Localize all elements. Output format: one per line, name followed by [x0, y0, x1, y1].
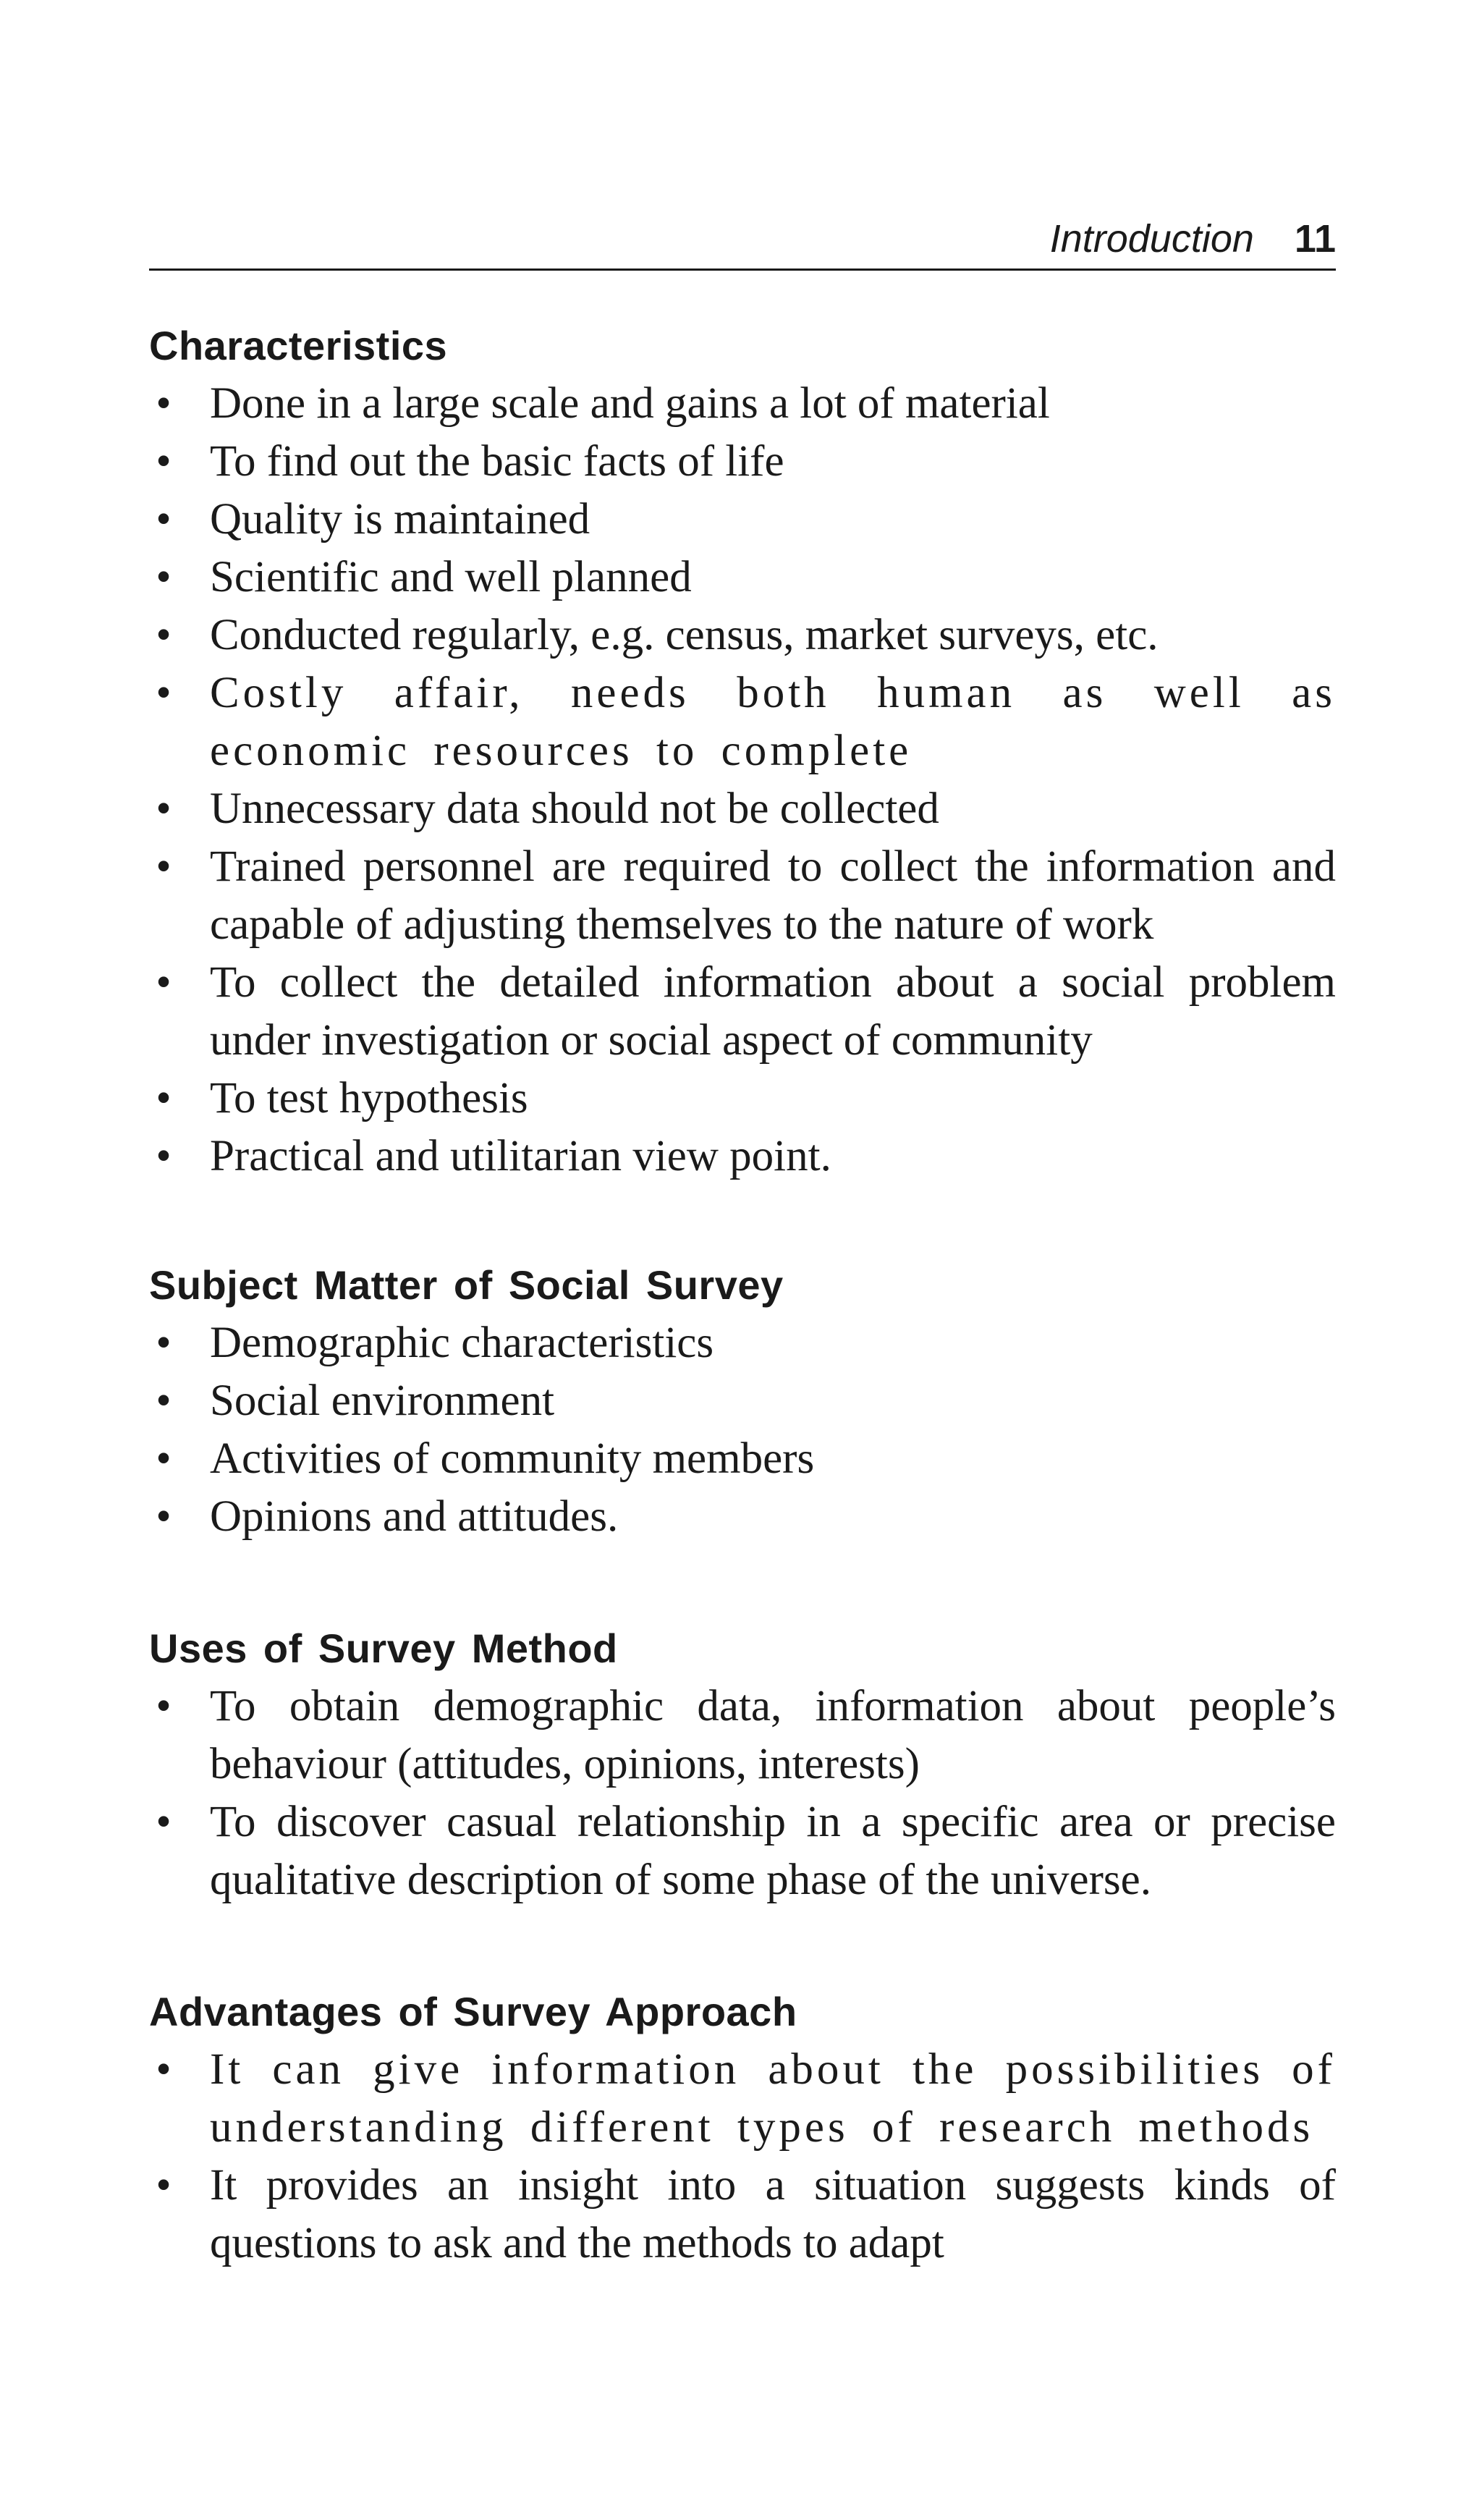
list-item: • To collect the detailed information about a social problem under investigation or social aspect of community	[149, 954, 1336, 1070]
bullet-icon: •	[156, 842, 172, 891]
bullet-icon: •	[156, 669, 172, 717]
bullet-icon: •	[156, 785, 172, 833]
bullet-icon: •	[156, 379, 172, 428]
list-item: • Social environment	[149, 1372, 1336, 1430]
list-item: • To test hypothesis	[149, 1070, 1336, 1128]
section-characteristics	[149, 317, 1336, 1185]
bullet-icon: •	[156, 1377, 172, 1425]
list-item: • It provides an insight into a situation suggests kinds of questions to ask and the methods to adapt	[149, 2157, 1336, 2272]
bullet-icon: •	[156, 1492, 172, 1541]
list-item: • To obtain demographic data, information about people’s behaviour (attitudes, opinions, interests)	[149, 1678, 1336, 1793]
list-item: • To discover casual relationship in a specific area or precise qualitative description of some phase of the universe.	[149, 1793, 1336, 1909]
list-item: • Done in a large scale and gains a lot of material	[149, 375, 1336, 433]
running-title: Introduction	[1049, 217, 1254, 261]
list-item: • Costly affair, needs both human as well as economic resources to complete	[149, 664, 1336, 780]
bullet-icon: •	[156, 2045, 172, 2094]
bullet-list	[149, 1678, 1336, 1909]
section-advantages	[149, 1983, 1336, 2272]
section-uses	[149, 1620, 1336, 1909]
list-item: • Unnecessary data should not be collected	[149, 780, 1336, 838]
section-heading: Characteristics	[149, 323, 448, 368]
list-item: • Quality is maintained	[149, 491, 1336, 549]
list-item: • Conducted regularly, e.g. census, market surveys, etc.	[149, 606, 1336, 664]
bullet-icon: •	[156, 1132, 172, 1180]
list-item: • Scientific and well planned	[149, 549, 1336, 606]
list-item: • Practical and utilitarian view point.	[149, 1128, 1336, 1185]
section-subject-matter	[149, 1256, 1336, 1546]
bullet-icon: •	[156, 1682, 172, 1730]
list-item: • To find out the basic facts of life	[149, 433, 1336, 491]
bullet-icon: •	[156, 958, 172, 1007]
bullet-icon: •	[156, 2161, 172, 2210]
list-item: • Opinions and attitudes.	[149, 1488, 1336, 1546]
bullet-list	[149, 1314, 1336, 1546]
bullet-icon: •	[156, 1434, 172, 1483]
list-item: • Demographic characteristics	[149, 1314, 1336, 1372]
page-number: 11	[1294, 217, 1336, 261]
bullet-icon: •	[156, 553, 172, 601]
section-heading: Advantages of Survey Approach	[149, 1989, 797, 2034]
list-item: • It can give information about the possibilities of understanding different types of research methods	[149, 2041, 1336, 2157]
section-heading: Subject Matter of Social Survey	[149, 1262, 784, 1308]
running-header	[149, 214, 1336, 271]
bullet-icon: •	[156, 611, 172, 659]
bullet-icon: •	[156, 1798, 172, 1846]
list-item: • Trained personnel are required to collect the information and capable of adjusting themselves to the nature of work	[149, 838, 1336, 954]
bullet-icon: •	[156, 1074, 172, 1122]
bullet-icon: •	[156, 495, 172, 544]
bullet-icon: •	[156, 437, 172, 486]
section-heading: Uses of Survey Method	[149, 1625, 618, 1671]
bullet-list	[149, 375, 1336, 1185]
bullet-icon: •	[156, 1319, 172, 1367]
list-item: • Activities of community members	[149, 1430, 1336, 1488]
bullet-list	[149, 2041, 1336, 2272]
